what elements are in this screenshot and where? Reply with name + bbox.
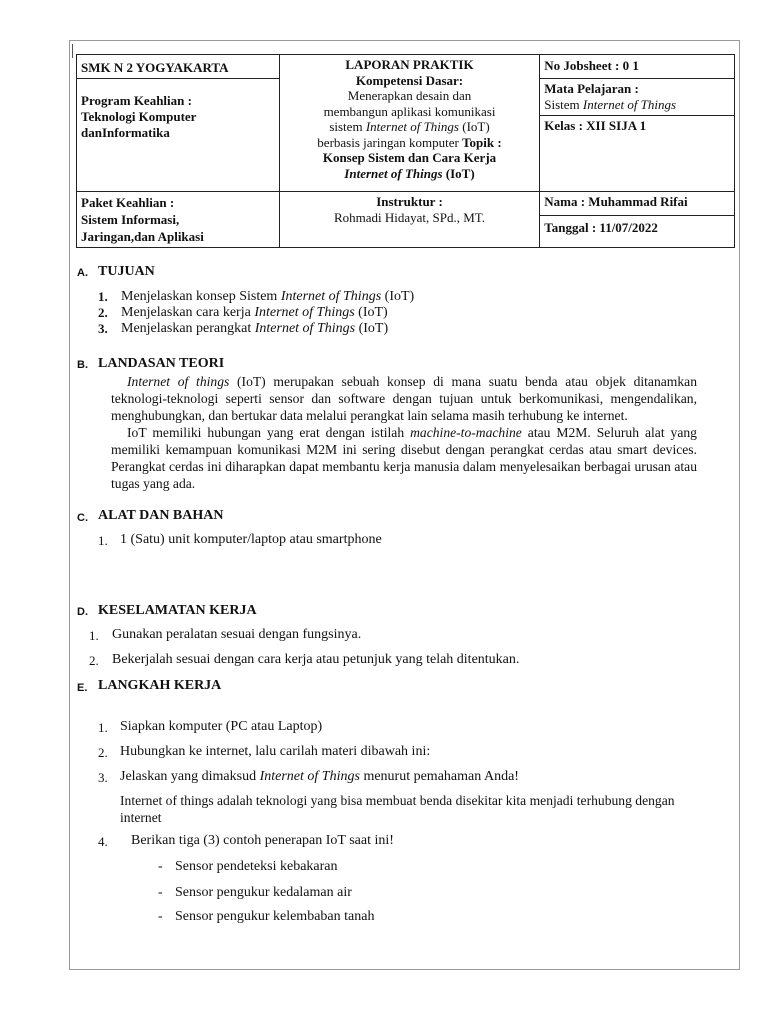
program-line1: Teknologi Komputer bbox=[81, 109, 197, 124]
example-dash-1: - bbox=[158, 859, 163, 874]
tujuan-num-3: 3. bbox=[98, 321, 108, 336]
competency-line3: sistem Internet of Things (IoT) bbox=[329, 119, 490, 134]
competency-line1: Menerapkan desain dan bbox=[347, 88, 472, 103]
tujuan-num-2: 2. bbox=[98, 305, 108, 320]
keselamatan-item-2: Bekerjalah sesuai dengan cara kerja atau petunjuk yang telah ditentukan. bbox=[112, 652, 520, 667]
section-e-title: LANGKAH KERJA bbox=[98, 678, 222, 693]
tujuan-num-1: 1. bbox=[98, 289, 108, 304]
instructor-name: Rohmadi Hidayat, SPd., MT. bbox=[333, 210, 486, 225]
package-label: Paket Keahlian : bbox=[81, 195, 175, 210]
tujuan-item-1: Menjelaskan konsep Sistem Internet of Things (IoT) bbox=[121, 289, 415, 304]
tujuan-item-2: Menjelaskan cara kerja Internet of Things (IoT) bbox=[121, 305, 388, 320]
section-c-letter: C. bbox=[77, 512, 88, 524]
landasan-teori-text: Internet of things (IoT) merupakan sebuah konsep di mana suatu benda atau objek ditanamkan teknologi-teknologi seperti sensor dan software dengan tujuan untuk berkomunikasi, mengendalikan, menghubungkan, dan bertukar data melalui perangkat lain selama masih terhubung ke internet. IoT memiliki hubungan yang erat dengan istilah machine-to-machine atau M2M. Seluruh alat yang memiliki kemampuan komunikasi M2M ini sering disebut dengan perangkat cerdas atau smart devices. Perangkat cerdas ini diharapkan dapat membantu kerja manusia dalam menyelesaikan berbagai urusan atau tugas yang ada. bbox=[111, 374, 697, 491]
competency-line4: berbasis jaringan komputer Topik : bbox=[317, 134, 502, 150]
section-d-letter: D. bbox=[77, 606, 88, 618]
alat-item-1: 1 (Satu) unit komputer/laptop atau smartphone bbox=[120, 532, 382, 547]
example-dash-3: - bbox=[158, 909, 163, 924]
langkah-num-4: 4. bbox=[98, 834, 108, 849]
answer-step-3: Internet of things adalah teknologi yang bisa membuat benda disekitar kita menjadi terhubung dengan internet bbox=[120, 793, 675, 825]
jobsheet-number: No Jobsheet : 0 1 bbox=[544, 58, 639, 73]
section-b-letter: B. bbox=[77, 359, 88, 371]
package-line2: Jaringan,dan Aplikasi bbox=[81, 229, 204, 244]
program-cell bbox=[77, 79, 280, 192]
topic-line2: Internet of Things (IoT) bbox=[344, 165, 475, 181]
langkah-step-4: Berikan tiga (3) contoh penerapan IoT saat ini! bbox=[131, 833, 394, 848]
class-cell bbox=[540, 116, 735, 192]
keselamatan-num-2: 2. bbox=[89, 653, 99, 668]
topic-line1: Konsep Sistem dan Cara Kerja bbox=[322, 150, 497, 165]
program-label: Program Keahlian : bbox=[81, 93, 192, 108]
instructor-cell bbox=[279, 192, 540, 248]
example-item-2: Sensor pengukur kedalaman air bbox=[175, 885, 352, 900]
subject-value: Sistem Internet of Things bbox=[544, 97, 677, 112]
report-title-cell bbox=[279, 55, 540, 192]
keselamatan-num-1: 1. bbox=[89, 628, 99, 643]
school-name-cell bbox=[77, 55, 280, 79]
section-a-title: TUJUAN bbox=[98, 264, 155, 279]
jobsheet-cell bbox=[540, 55, 735, 79]
section-d-title: KESELAMATAN KERJA bbox=[98, 603, 257, 618]
student-name: Nama : Muhammad Rifai bbox=[544, 194, 688, 209]
section-b-title: LANDASAN TEORI bbox=[98, 356, 225, 371]
date-cell bbox=[540, 215, 735, 247]
margin-mark bbox=[72, 44, 73, 58]
example-item-3: Sensor pengukur kelembaban tanah bbox=[175, 909, 375, 924]
package-line1: Sistem Informasi, bbox=[81, 212, 180, 227]
langkah-num-2: 2. bbox=[98, 745, 108, 760]
class-value: Kelas : XII SIJA 1 bbox=[544, 118, 647, 133]
instructor-label: Instruktur : bbox=[376, 194, 443, 209]
langkah-num-1: 1. bbox=[98, 720, 108, 735]
section-c-title: ALAT DAN BAHAN bbox=[98, 508, 224, 523]
subject-label: Mata Pelajaran : bbox=[544, 81, 639, 96]
report-title: LAPORAN PRAKTIK bbox=[345, 57, 474, 72]
subject-cell bbox=[540, 79, 735, 116]
langkah-step-2: Hubungkan ke internet, lalu carilah materi dibawah ini: bbox=[120, 744, 431, 759]
school-name: SMK N 2 YOGYAKARTA bbox=[81, 60, 229, 75]
header-table bbox=[76, 54, 735, 248]
alat-num-1: 1. bbox=[98, 533, 108, 548]
keselamatan-item-1: Gunakan peralatan sesuai dengan fungsinya. bbox=[112, 627, 362, 642]
section-e-letter: E. bbox=[77, 682, 88, 694]
tujuan-item-3: Menjelaskan perangkat Internet of Things (IoT) bbox=[121, 321, 389, 336]
section-a-letter: A. bbox=[77, 267, 88, 279]
example-dash-2: - bbox=[158, 885, 163, 900]
competency-line2: membangun aplikasi komunikasi bbox=[323, 103, 496, 119]
example-item-1: Sensor pendeteksi kebakaran bbox=[175, 859, 338, 874]
package-cell bbox=[77, 192, 280, 248]
competency-label: Kompetensi Dasar: bbox=[355, 72, 464, 88]
langkah-step-1: Siapkan komputer (PC atau Laptop) bbox=[120, 719, 323, 734]
report-date: Tanggal : 11/07/2022 bbox=[544, 219, 658, 235]
langkah-step-3: Jelaskan yang dimaksud Internet of Things menurut pemahaman Anda! bbox=[120, 769, 519, 784]
langkah-num-3: 3. bbox=[98, 770, 108, 785]
name-cell bbox=[540, 192, 735, 216]
program-line2: danInformatika bbox=[81, 125, 170, 140]
